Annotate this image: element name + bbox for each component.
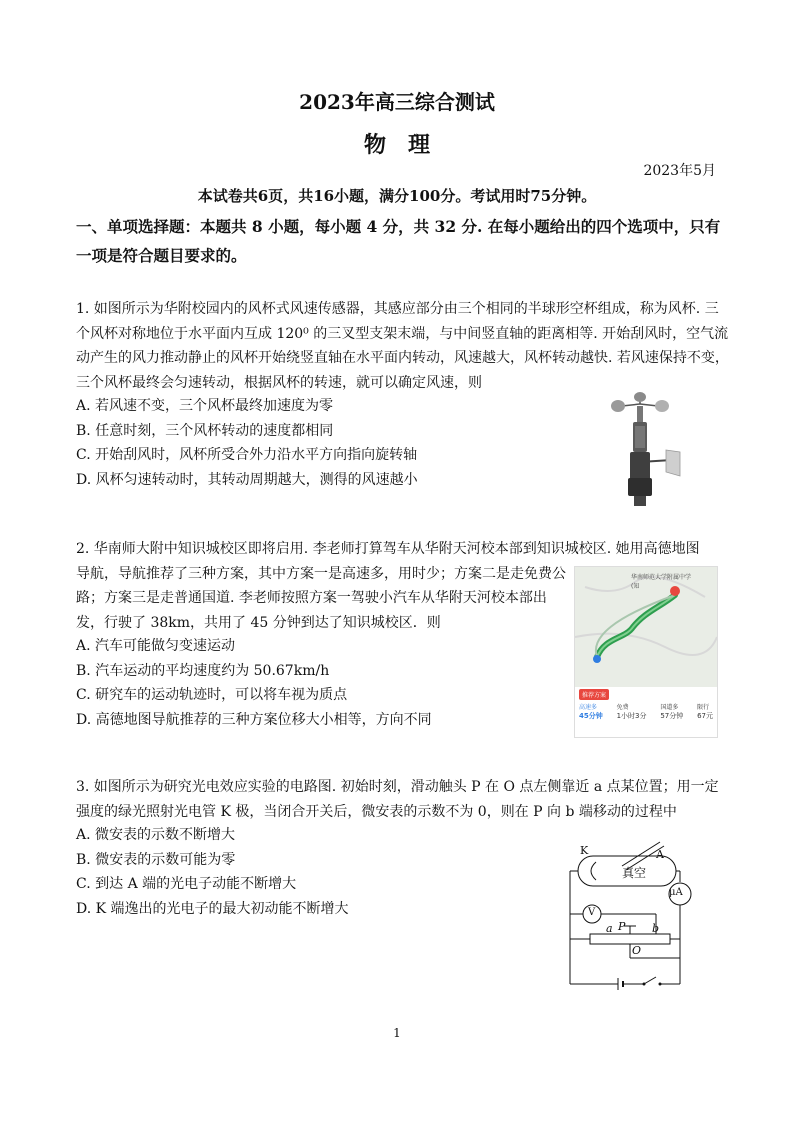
label-o: O — [632, 944, 642, 957]
stem-line: 三个风杯最终会匀速转动，根据风杯的转速，就可以确定风速，则 — [76, 374, 482, 391]
stem-line: 导航，导航推荐了三种方案，其中方案一是高速多，用时少；方案二是走免费公 — [76, 565, 566, 582]
question-1-stem — [76, 297, 729, 395]
stem-line: 3. 如图所示为研究光电效应实验的电路图. 初始时刻，滑动触头 P 在 O 点左侧靠近 a 点某位置；用一定 — [76, 779, 719, 795]
stem-line: 2. 华南师大附中知识城校区即将启用. 李老师打算驾车从华附天河校本部到知识城校区. 她用高德地图 — [76, 541, 700, 557]
option-d: D. 高德地图导航推荐的三种方案位移大小相等，方向不同 — [76, 711, 432, 728]
stem-line: 强度的绿光照射光电管 K 极，当闭合开关后，微安表的示数不为 0，则在 P 向 b 端移动的过程中 — [76, 803, 677, 820]
route-options — [579, 703, 713, 721]
route-option[interactable]: 免费 1小时3分 — [616, 704, 647, 720]
option-a: A. 微安表的示数不断增大 — [76, 827, 236, 843]
option-d: D. 风杯匀速转动时，其转动周期越大，测得的风速越小 — [76, 471, 418, 488]
question-2-options — [76, 634, 432, 732]
section-line: 一项是符合题目要求的。 — [76, 246, 247, 265]
route-option[interactable]: 国道多 57分钟 — [660, 704, 684, 720]
exam-intro: 本试卷共6页，共16小题，满分100分。考试用时75分钟。 — [197, 187, 597, 205]
navigation-map — [574, 566, 718, 738]
route-panel — [575, 687, 717, 737]
section-line: 一、单项选择题：本题共 8 小题，每小题 4 分，共 32 分. 在每小题给出的四个选项中，只有 — [76, 217, 721, 236]
option-c: C. 研究车的运动轨迹时，可以将车视为质点 — [76, 687, 348, 703]
question-1-options — [76, 394, 418, 492]
route-option[interactable]: 高速多 45分钟 — [579, 704, 603, 720]
label-a-terminal: A — [656, 848, 664, 861]
stem-line: 动产生的风力推动静止的风杯开始绕竖直轴在水平面内转动，风速越大，风杯转动越快. 若风速保持不变， — [76, 350, 729, 366]
anemometer-icon — [600, 392, 685, 507]
label-b-end: b — [652, 922, 660, 935]
destination-label: 华南师范大学附属中学(知 — [631, 574, 692, 590]
circuit-icon — [560, 838, 700, 998]
option-a: A. 汽车可能做匀变速运动 — [76, 638, 236, 654]
label-microammeter: μA — [669, 887, 683, 898]
label-p: P — [618, 920, 626, 933]
option-b: B. 微安表的示数可能为零 — [76, 851, 236, 868]
stem-line: 路；方案三是走普通国道. 李老师按照方案一驾驶小汽车从华附天河校本部出 — [76, 590, 547, 606]
question-3-stem — [76, 775, 720, 824]
anemometer-photo — [600, 392, 685, 507]
label-vacuum: 真空 — [622, 866, 647, 880]
label-a-end: a — [606, 922, 613, 935]
question-3-options — [76, 823, 349, 921]
stem-line: 发，行驶了 38km，共用了 45 分钟到达了知识城校区．则 — [76, 614, 441, 631]
stem-line: 个风杯对称地位于水平面内互成 120⁰ 的三叉型支架末端，与中间竖直轴的距离相等. 开始刮风时，空气流 — [76, 325, 729, 342]
option-b: B. 汽车运动的平均速度约为 50.67km/h — [76, 662, 330, 679]
option-b: B. 任意时刻，三个风杯转动的速度都相同 — [76, 422, 334, 439]
stem-line: 1. 如图所示为华附校园内的风杯式风速传感器，其感应部分由三个相同的半球形空杯组成，称为风杯. 三 — [76, 301, 719, 317]
subject-title: 物理 — [363, 132, 452, 158]
label-voltmeter: V — [588, 907, 596, 918]
circuit-diagram — [560, 838, 700, 998]
exam-title: 2023年高三综合测试 — [299, 90, 495, 114]
route-option[interactable]: 限行 67元 — [697, 704, 713, 720]
label-k: K — [580, 844, 589, 857]
option-c: C. 到达 A 端的光电子动能不断增大 — [76, 876, 297, 892]
option-a: A. 若风速不变，三个风杯最终加速度为零 — [76, 398, 334, 414]
section-heading — [76, 212, 720, 270]
option-c: C. 开始刮风时，风杯所受合外力沿水平方向指向旋转轴 — [76, 447, 418, 463]
page-number: 1 — [393, 1026, 401, 1040]
exam-date: 2023年5月 — [643, 163, 716, 179]
option-d: D. K 端逸出的光电子的最大初动能不断增大 — [76, 900, 349, 917]
recommend-badge: 推荐方案 — [579, 689, 609, 700]
